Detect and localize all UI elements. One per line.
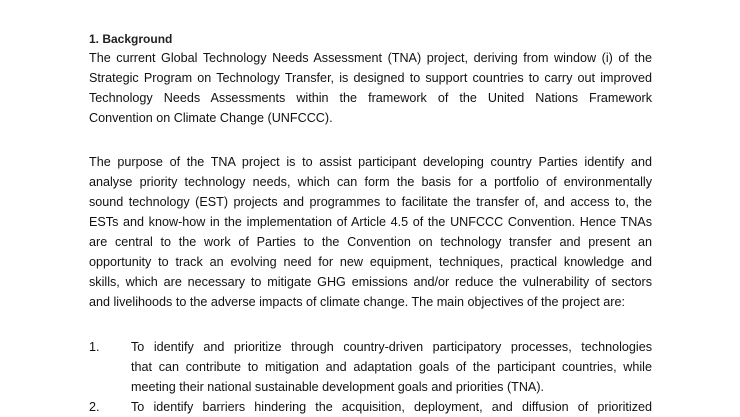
paragraph-line: sound technology (EST) projects and programmes to facilitate the transfer of, and access to, the — [89, 195, 652, 209]
list-number: 1. — [89, 340, 100, 354]
paragraph-line: and livelihoods to the adverse impacts of climate change. The main objectives of the project are: — [89, 295, 625, 309]
paragraph-line: Convention on Climate Change (UNFCCC). — [89, 111, 333, 125]
paragraph-line: Technology Needs Assessments within the framework of the United Nations Framework — [89, 91, 652, 105]
objective-text — [131, 397, 652, 417]
objective-item-1 — [89, 337, 652, 397]
list-number: 2. — [89, 400, 100, 414]
objective-line: To identify and prioritize through country-driven participatory processes, technologies — [131, 340, 652, 354]
objective-item-2 — [89, 397, 652, 417]
objective-text — [131, 337, 652, 397]
paragraph-line: The purpose of the TNA project is to assist participant developing country Parties identify and — [89, 155, 652, 169]
background-paragraph-1 — [89, 48, 652, 128]
paragraph-line: ESTs and know-how in the implementation of Article 4.5 of the UNFCCC Convention. Hence TNAs — [89, 215, 652, 229]
objective-line: To identify barriers hindering the acquisition, deployment, and diffusion of prioritized — [131, 400, 652, 414]
paragraph-line: The current Global Technology Needs Assessment (TNA) project, deriving from window (i) of the — [89, 51, 652, 65]
paragraph-line: Strategic Program on Technology Transfer, is designed to support countries to carry out improved — [89, 71, 652, 85]
section-heading: 1. Background — [89, 32, 173, 46]
background-paragraph-2 — [89, 152, 652, 312]
objectives-list — [89, 337, 652, 417]
paragraph-line: are central to the work of Parties to the Convention on technology transfer and present an — [89, 235, 652, 249]
objective-line: meeting their national sustainable development goals and priorities (TNA). — [131, 380, 545, 394]
paragraph-line: opportunity to track an evolving need for new equipment, techniques, practical knowledge and — [89, 255, 652, 269]
paragraph-line: skills, which are necessary to mitigate GHG emissions and/or reduce the vulnerability of sectors — [89, 275, 652, 289]
objective-line: that can contribute to mitigation and adaptation goals of the participant countries, while — [131, 360, 652, 374]
paragraph-line: analyse priority technology needs, which can form the basis for a portfolio of environmentally — [89, 175, 652, 189]
